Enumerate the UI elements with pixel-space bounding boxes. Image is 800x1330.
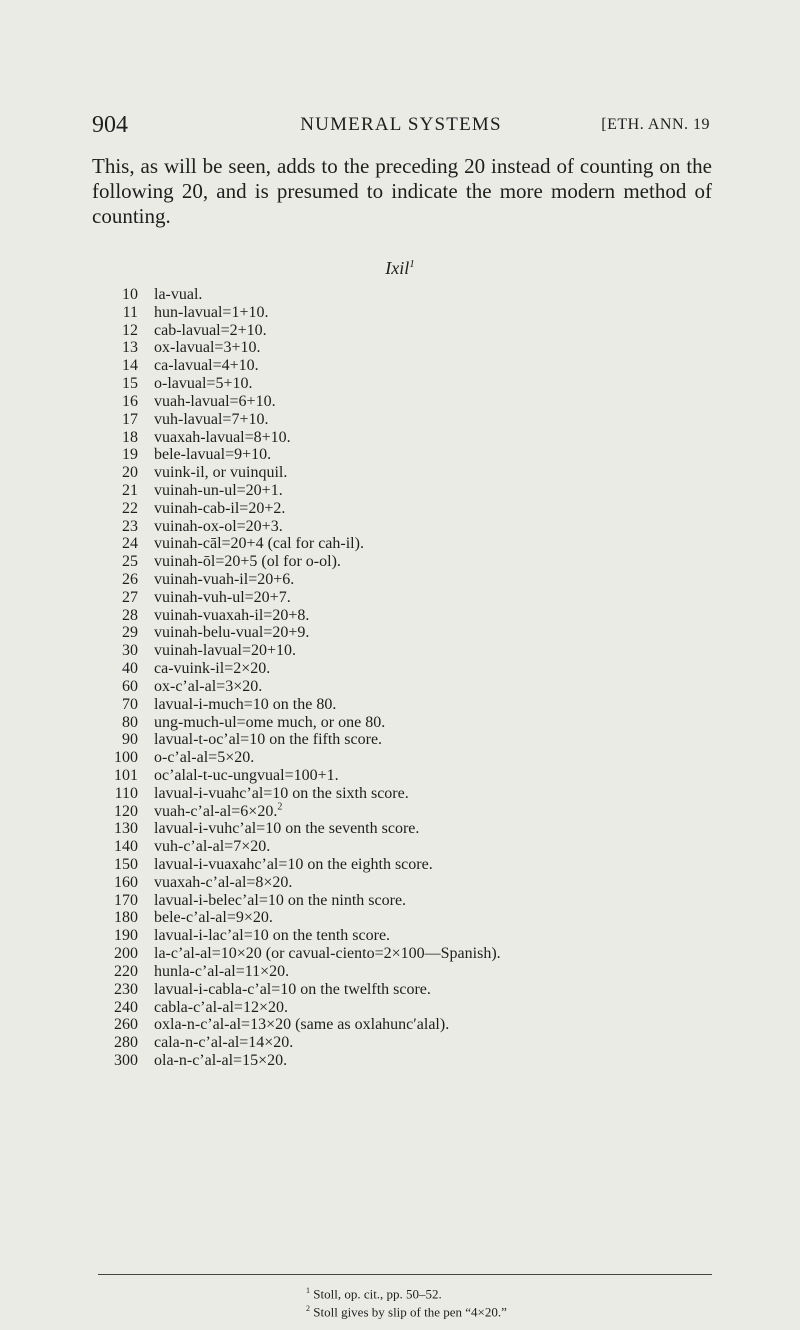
numeral-word-text: lavual-t-oc’al=10 on the fifth score. (154, 731, 383, 749)
numeral-word (154, 464, 287, 482)
numeral-word-text: vuink-il, or vuinquil. (154, 464, 288, 482)
numeral-value: 17 (122, 410, 138, 428)
footnote (306, 1301, 507, 1319)
table-row (108, 660, 271, 678)
numeral-word (154, 518, 283, 536)
numeral-word (154, 357, 259, 375)
footnote-mark: 2 (277, 801, 283, 813)
numeral-word (154, 945, 501, 963)
numeral-word (154, 429, 291, 447)
numeral-word (154, 714, 385, 732)
numeral-value: 100 (114, 749, 138, 767)
table-row (108, 909, 273, 927)
footnote-text: Stoll, op. cit., pp. 50–52. (313, 1286, 442, 1302)
numeral-value: 27 (122, 588, 138, 606)
numeral-value: 13 (122, 339, 138, 357)
numeral-word (154, 607, 309, 625)
numeral-value: 300 (114, 1051, 138, 1069)
numeral-value: 19 (122, 446, 138, 464)
numeral-value: 24 (122, 535, 138, 553)
numeral-word (154, 803, 282, 821)
table-row (108, 553, 341, 571)
numeral-word-text: hun-lavual=1+10. (154, 303, 269, 321)
numeral-word-text: vuinah-vuah-il=20+6. (154, 571, 295, 588)
numeral-value: 190 (114, 927, 138, 945)
table-row (108, 749, 255, 767)
numeral-word (154, 411, 268, 429)
table-row (108, 801, 283, 821)
numeral-value: 14 (122, 357, 138, 375)
numeral-value: 180 (114, 909, 138, 927)
numeral-word (154, 500, 285, 518)
numeral-word (154, 767, 339, 785)
numeral-word-text: ca-vuink-il=2×20. (154, 660, 271, 678)
numeral-word-text: ung-much-ul=ome much, or one 80. (154, 713, 386, 731)
numeral-value: 280 (114, 1034, 138, 1052)
numeral-word (154, 838, 270, 856)
numeral-word (154, 304, 268, 322)
numeral-word-text: vuinah-belu-vual=20+9. (154, 624, 310, 642)
table-row (108, 588, 291, 607)
numeral-value: 15 (122, 375, 138, 393)
table-row (108, 927, 391, 945)
table-row (108, 606, 310, 625)
numeral-value: 40 (122, 660, 138, 678)
numeral-word (154, 785, 409, 803)
table-row (108, 980, 431, 999)
table-row (108, 624, 310, 642)
numeral-word (154, 999, 288, 1017)
numeral-word (154, 624, 309, 642)
table-row (108, 962, 290, 981)
numeral-value: 130 (114, 820, 138, 838)
footnotes (306, 1283, 507, 1320)
numeral-value: 29 (122, 624, 138, 642)
table-row (108, 1034, 294, 1052)
footnote-mark: 2 (306, 1304, 310, 1314)
numeral-word-text: lavual-i-vuaxahc’al=10 on the eighth score. (154, 856, 433, 873)
numeral-value: 260 (114, 1016, 138, 1034)
table-row (108, 945, 501, 963)
numeral-value: 16 (122, 392, 138, 410)
numeral-word (154, 322, 267, 340)
numeral-word-text: lavual-i-cabla-c’al=10 on the twelfth score. (154, 980, 431, 998)
page-header (92, 112, 710, 142)
table-row (108, 410, 269, 429)
numeral-value: 10 (122, 286, 138, 303)
numeral-word-text: vuinah-lavual=20+10. (154, 642, 297, 660)
numeral-value: 26 (122, 571, 138, 588)
table-row (108, 642, 297, 660)
numeral-word (154, 589, 291, 607)
running-reference: [ETH. ANN. 19 (601, 116, 710, 133)
numeral-value: 30 (122, 642, 138, 660)
numeral-word (154, 642, 296, 660)
numeral-value: 220 (114, 962, 138, 980)
table-row (108, 286, 203, 304)
intro-text: This, as will be seen, adds to the preceding 20 instead of counting on the following 20, and is presumed to indicate the more modern method of counting. (92, 154, 712, 228)
numeral-word-text: lavual-i-belec’al=10 on the ninth score. (154, 891, 407, 909)
table-row (108, 1016, 450, 1034)
numeral-word (154, 909, 273, 927)
footnote (306, 1283, 507, 1301)
numeral-table (108, 286, 501, 1070)
numeral-word (154, 286, 202, 304)
numeral-word-text: vuaxah-c’al-al=8×20. (154, 873, 293, 891)
numeral-value: 11 (122, 303, 138, 321)
numeral-word-text: vuh-lavual=7+10. (154, 410, 269, 428)
numeral-word-text: lavual-i-lac’al=10 on the tenth score. (154, 927, 391, 945)
numeral-word (154, 393, 276, 411)
table-row (108, 838, 271, 856)
numeral-word-text: vuinah-ōl=20+5 (ol for o-ol). (154, 553, 341, 571)
numeral-word-text: vuinah-cāl=20+4 (cal for cah-il). (154, 535, 364, 553)
table-row (108, 713, 386, 732)
numeral-word (154, 571, 294, 589)
table-row (108, 677, 263, 696)
numeral-word (154, 731, 382, 749)
table-row (108, 499, 286, 518)
table-row (108, 321, 267, 340)
numeral-value: 80 (122, 713, 138, 731)
table-row (108, 784, 409, 803)
numeral-value: 70 (122, 695, 138, 713)
numeral-word (154, 339, 260, 357)
numeral-value: 200 (114, 945, 138, 963)
table-row (108, 357, 259, 375)
numeral-word-text: cala-n-c’al-al=14×20. (154, 1034, 294, 1052)
table-row (108, 428, 291, 447)
numeral-word-text: ca-lavual=4+10. (154, 357, 259, 375)
numeral-value: 120 (114, 802, 138, 820)
numeral-word-text: hunla-c’al-al=11×20. (154, 962, 290, 980)
numeral-word-text: vuinah-vuh-ul=20+7. (154, 588, 291, 606)
numeral-word-text: lavual-i-vuahc’al=10 on the sixth score. (154, 784, 409, 802)
table-row (108, 517, 283, 536)
table-row (108, 392, 276, 411)
numeral-value: 28 (122, 606, 138, 624)
numeral-value: 22 (122, 499, 138, 517)
table-row (108, 891, 407, 910)
page-number: 904 (92, 112, 128, 138)
numeral-value: 25 (122, 553, 138, 571)
numeral-value: 170 (114, 891, 138, 909)
numeral-word-text: vuinah-un-ul=20+1. (154, 481, 283, 499)
table-row (108, 1051, 288, 1070)
numeral-word (154, 874, 292, 892)
numeral-word-text: cab-lavual=2+10. (154, 321, 267, 339)
numeral-word-text: vuah-lavual=6+10. (154, 392, 276, 410)
table-row (108, 998, 288, 1017)
numeral-word (154, 1034, 293, 1052)
section-title (0, 258, 800, 279)
numeral-word-text: o-lavual=5+10. (154, 375, 253, 393)
numeral-word (154, 660, 270, 678)
table-row (108, 446, 272, 464)
table-row (108, 375, 253, 393)
numeral-word-text: ola-n-c’al-al=15×20. (154, 1051, 288, 1069)
numeral-value: 150 (114, 856, 138, 873)
numeral-value: 140 (114, 838, 138, 856)
numeral-word-text: oc’alal-t-uc-ungvual=100+1. (154, 766, 339, 784)
table-row (108, 695, 337, 714)
numeral-word (154, 856, 433, 874)
numeral-word (154, 1016, 449, 1034)
numeral-word (154, 446, 271, 464)
numeral-word (154, 749, 254, 767)
numeral-value: 240 (114, 998, 138, 1016)
numeral-word-text: vuinah-vuaxah-il=20+8. (154, 606, 310, 624)
numeral-value: 21 (122, 481, 138, 499)
table-row (108, 856, 433, 874)
footnote-rule (98, 1274, 712, 1275)
table-row (108, 571, 295, 589)
numeral-word (154, 553, 341, 571)
numeral-word (154, 482, 283, 500)
numeral-word-text: ox-c’al-al=3×20. (154, 677, 263, 695)
numeral-value: 60 (122, 677, 138, 695)
numeral-value: 18 (122, 428, 138, 446)
numeral-word (154, 1052, 287, 1070)
table-row (108, 339, 261, 357)
numeral-word-text: la-vual. (154, 286, 203, 303)
running-title: NUMERAL SYSTEMS (300, 114, 502, 135)
numeral-value: 20 (122, 464, 138, 482)
numeral-value: 101 (114, 766, 138, 784)
numeral-word (154, 892, 406, 910)
numeral-word-text: vuh-c’al-al=7×20. (154, 838, 271, 856)
numeral-word (154, 696, 336, 714)
numeral-word-text: bele-lavual=9+10. (154, 446, 272, 464)
numeral-value: 110 (114, 784, 138, 802)
numeral-word-text: lavual-i-much=10 on the 80. (154, 695, 337, 713)
numeral-word-text: vuinah-ox-ol=20+3. (154, 517, 283, 535)
numeral-value: 90 (122, 731, 138, 749)
table-row (108, 873, 293, 892)
table-row (108, 535, 364, 553)
numeral-word-text: vuah-c’al-al=6×20. (154, 802, 278, 820)
section-title-text: Ixil (385, 258, 410, 278)
table-row (108, 731, 383, 749)
numeral-word-text: vuinah-cab-il=20+2. (154, 499, 286, 517)
table-row (108, 766, 339, 785)
numeral-word (154, 981, 431, 999)
numeral-value: 160 (114, 873, 138, 891)
numeral-word-text: vuaxah-lavual=8+10. (154, 428, 291, 446)
table-row (108, 481, 283, 500)
intro-paragraph (92, 154, 712, 229)
numeral-value: 230 (114, 980, 138, 998)
numeral-word (154, 375, 252, 393)
numeral-word-text: ox-lavual=3+10. (154, 339, 261, 357)
numeral-word (154, 927, 390, 945)
numeral-word-text: cabla-c’al-al=12×20. (154, 998, 288, 1016)
numeral-word (154, 820, 419, 838)
numeral-word-text: lavual-i-vuhc’al=10 on the seventh score. (154, 820, 420, 838)
numeral-word-text: la-c’al-al=10×20 (or cavual-ciento=2×100—Spanish). (154, 945, 501, 963)
table-row (108, 464, 288, 482)
numeral-word (154, 963, 289, 981)
numeral-word-text: oxla-n-c’al-al=13×20 (same as oxlahunc′alal). (154, 1016, 450, 1034)
numeral-word (154, 678, 262, 696)
table-row (108, 820, 420, 838)
footnote-mark: 1 (306, 1286, 310, 1295)
table-row (108, 303, 269, 322)
numeral-value: 23 (122, 517, 138, 535)
numeral-word (154, 535, 364, 553)
numeral-value: 12 (122, 321, 138, 339)
numeral-word-text: o-c’al-al=5×20. (154, 749, 255, 767)
footnote-mark: 1 (409, 258, 415, 270)
footnote-text: Stoll gives by slip of the pen “4×20.” (313, 1304, 507, 1320)
numeral-word-text: bele-c’al-al=9×20. (154, 909, 273, 927)
